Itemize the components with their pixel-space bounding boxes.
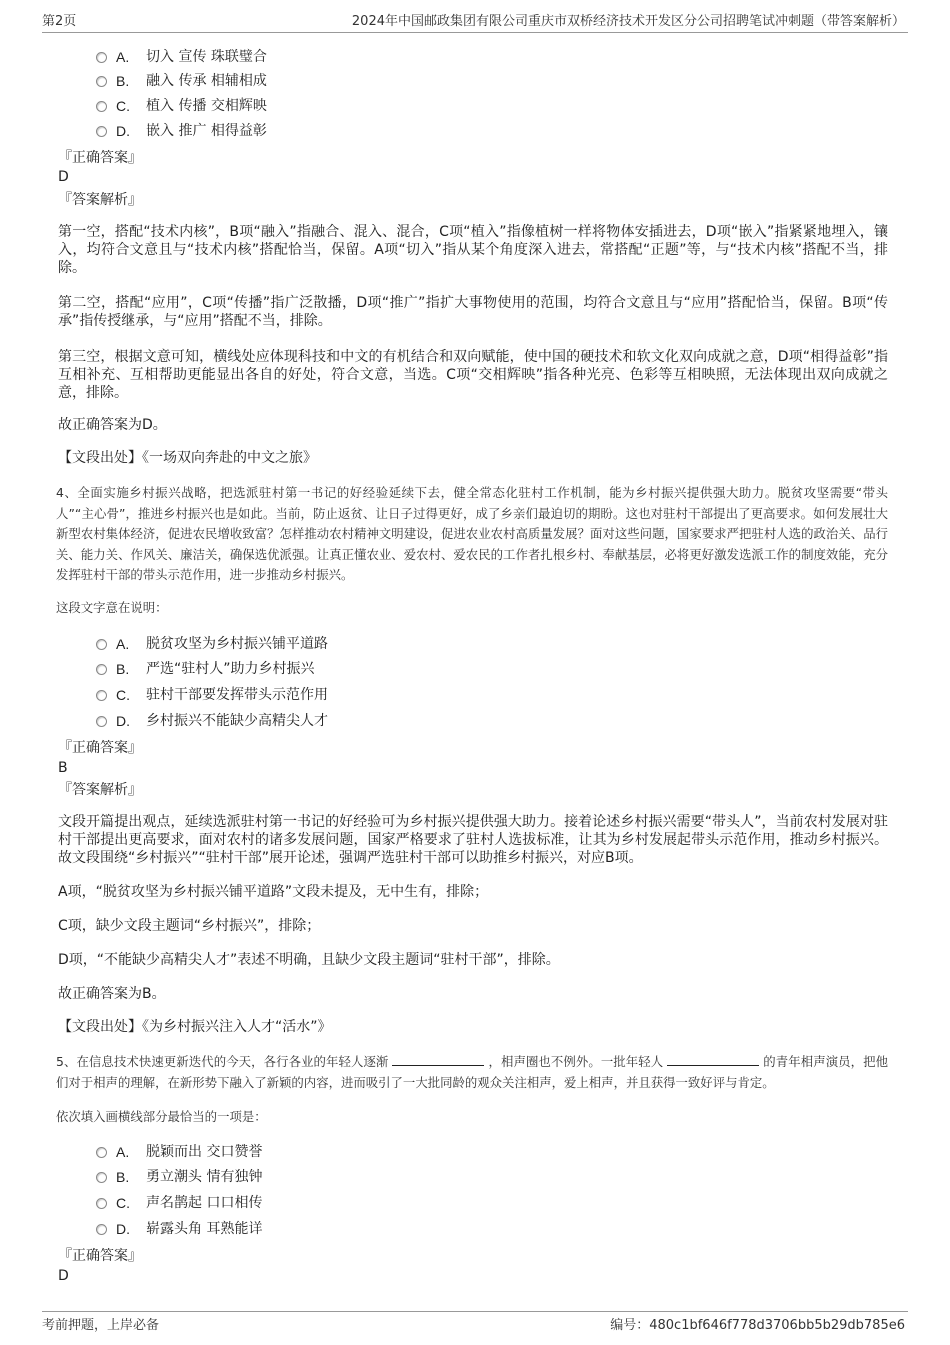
- analysis-label: 『答案解析』: [58, 192, 142, 208]
- source-citation: 【文段出处】《为乡村振兴注入人才“活水”》: [58, 1019, 332, 1035]
- footer-id: [610, 1314, 905, 1333]
- question-stem: [56, 1052, 888, 1093]
- q5-option-a[interactable]: [96, 1143, 262, 1161]
- option-letter: C.: [116, 1195, 130, 1211]
- analysis-conclusion: 故正确答案为D。: [58, 417, 167, 433]
- question-stem: 4、全面实施乡村振兴战略，把选派驻村第一书记的好经验延续下去，健全常态化驻村工作机制，能为乡村振兴提供强大助力。脱贫攻坚需要“带头人”“主心骨”，推进乡村振兴也是如此。当前，防止返贫、让日子过得更好，成了乡亲们最迫切的期盼。这也对驻村干部提出了更高要求。如何发展壮大新型农村集体经济，促进农民增收致富？怎样推动农村精神文明建设，促进农业农村高质量发展？面对这些问题，国家要求严把驻村人选的政治关、品行关、能力关、作风关、廉洁关，确保选优派强。让真正懂农业、爱农村、爱农民的工作者扎根乡村、奉献基层，必将更好激发选派工作的制度效能，充分发挥驻村干部的带头示范作用，进一步推动乡村振兴。: [56, 485, 888, 582]
- page-number: 第2页: [42, 14, 77, 29]
- option-text: 脱颖而出 交口赞誉: [146, 1144, 263, 1160]
- id-label: 编号：: [610, 1318, 650, 1333]
- radio-icon[interactable]: [96, 1198, 107, 1209]
- answer-value: D: [58, 1268, 69, 1284]
- option-letter: A.: [116, 1144, 130, 1160]
- header-divider: [42, 32, 908, 33]
- id-value: 480c1bf646f778d3706bb5b29db785e6: [649, 1318, 905, 1333]
- fill-blank: [667, 1053, 759, 1066]
- q3-option-a[interactable]: [96, 48, 267, 66]
- option-text: 融入 传承 相辅相成: [146, 73, 267, 89]
- stem-part: 的青年相声演员，把他们对于相声的理解，在新形势下融入了新颖的内容，进而吸引了一大批同龄的观众关注相声，爱上相声，并且获得一致好评与肯定。: [56, 1054, 889, 1090]
- analysis-paragraph: 第一空，搭配“技术内核”，B项“融入”指融合、混入、混合，C项“植入”指像植树一样将物体安插进去，D项“嵌入”指紧紧地埋入，镶入，均符合文意且与“技术内核”搭配恰当，保留。A项“切入”指从某个角度深入进去，常搭配“正题”等，与“技术内核”搭配不当，排除。: [58, 224, 888, 276]
- answer-label: 『正确答案』: [58, 150, 142, 166]
- radio-icon[interactable]: [96, 639, 107, 650]
- radio-icon[interactable]: [96, 664, 107, 675]
- q5-option-d[interactable]: [96, 1220, 262, 1238]
- fill-blank: [392, 1053, 484, 1066]
- stem-part: 5、在信息技术快速更新迭代的今天，各行各业的年轻人逐渐: [56, 1054, 389, 1069]
- radio-icon[interactable]: [96, 1147, 107, 1158]
- analysis-conclusion: 故正确答案为B。: [58, 986, 166, 1002]
- analysis-paragraph: D项，“不能缺少高精尖人才”表述不明确，且缺少文段主题词“驻村干部”，排除。: [58, 952, 560, 968]
- document-title: 2024年中国邮政集团有限公司重庆市双桥经济技术开发区分公司招聘笔试冲刺题（带答案解析）: [351, 14, 905, 29]
- radio-icon[interactable]: [96, 101, 107, 112]
- option-text: 崭露头角 耳熟能详: [146, 1221, 263, 1237]
- radio-icon[interactable]: [96, 76, 107, 87]
- footer-divider: [42, 1311, 908, 1312]
- footer-slogan: 考前押题，上岸必备: [42, 1318, 160, 1333]
- answer-value: D: [58, 169, 69, 185]
- radio-icon[interactable]: [96, 1224, 107, 1235]
- option-letter: D.: [116, 1221, 130, 1237]
- question-prompt: 依次填入画横线部分最恰当的一项是：: [56, 1109, 267, 1124]
- q5-option-c[interactable]: [96, 1194, 262, 1212]
- analysis-paragraph: 第三空，根据文意可知，横线处应体现科技和中文的有机结合和双向赋能，使中国的硬技术和软文化双向成就之意，D项“相得益彰”指互相补充、互相帮助更能显出各自的好处，符合文意，当选。C项“交相辉映”指各种光亮、色彩等互相映照，无法体现出双向成就之意，排除。: [58, 349, 888, 401]
- source-citation: 【文段出处】《一场双向奔赴的中文之旅》: [58, 450, 317, 466]
- radio-icon[interactable]: [96, 716, 107, 727]
- option-text: 乡村振兴不能缺少高精尖人才: [146, 713, 328, 729]
- option-letter: C.: [116, 687, 130, 703]
- answer-label: 『正确答案』: [58, 740, 142, 756]
- answer-value: B: [58, 760, 68, 776]
- q4-option-a[interactable]: [96, 635, 328, 653]
- option-text: 严选“驻村人”助力乡村振兴: [146, 661, 315, 677]
- q3-option-d[interactable]: [96, 122, 267, 140]
- option-text: 勇立潮头 情有独钟: [146, 1169, 263, 1185]
- question-prompt: 这段文字意在说明：: [56, 600, 168, 615]
- option-text: 切入 宣传 珠联璧合: [146, 49, 267, 65]
- option-text: 脱贫攻坚为乡村振兴铺平道路: [146, 636, 328, 652]
- option-letter: B.: [116, 73, 130, 89]
- option-letter: B.: [116, 661, 130, 677]
- option-letter: B.: [116, 1169, 130, 1185]
- analysis-paragraph: A项，“脱贫攻坚为乡村振兴铺平道路”文段未提及，无中生有，排除；: [58, 884, 489, 900]
- radio-icon[interactable]: [96, 52, 107, 63]
- q5-option-b[interactable]: [96, 1168, 262, 1186]
- option-text: 声名鹊起 口口相传: [146, 1195, 263, 1211]
- radio-icon[interactable]: [96, 126, 107, 137]
- option-letter: A.: [116, 636, 130, 652]
- option-text: 植入 传播 交相辉映: [146, 98, 267, 114]
- option-text: 驻村干部要发挥带头示范作用: [146, 687, 328, 703]
- option-letter: C.: [116, 98, 130, 114]
- q4-option-d[interactable]: [96, 712, 328, 730]
- option-text: 嵌入 推广 相得益彰: [146, 123, 267, 139]
- q3-option-c[interactable]: [96, 97, 267, 115]
- q3-option-b[interactable]: [96, 72, 267, 90]
- stem-part: ，相声圈也不例外。一批年轻人: [488, 1054, 664, 1069]
- analysis-paragraph: 第二空，搭配“应用”，C项“传播”指广泛散播，D项“推广”指扩大事物使用的范围，均符合文意且与“应用”搭配恰当，保留。B项“传承”指传授继承，与“应用”搭配不当，排除。: [58, 295, 888, 329]
- option-letter: A.: [116, 49, 130, 65]
- answer-label: 『正确答案』: [58, 1248, 142, 1264]
- option-letter: D.: [116, 123, 130, 139]
- q4-option-c[interactable]: [96, 686, 328, 704]
- radio-icon[interactable]: [96, 1172, 107, 1183]
- analysis-paragraph: C项，缺少文段主题词“乡村振兴”，排除；: [58, 918, 321, 934]
- analysis-paragraph: 文段开篇提出观点，延续选派驻村第一书记的好经验可为乡村振兴提供强大助力。接着论述乡村振兴需要“带头人”，当前农村发展对驻村干部提出更高要求，面对农村的诸多发展问题，国家严格要求了驻村人选拔标准，让其为乡村发展起带头示范作用，推动乡村振兴。故文段围绕“乡村振兴”“驻村干部”展开论述，强调严选驻村干部可以助推乡村振兴，对应B项。: [58, 814, 888, 866]
- radio-icon[interactable]: [96, 690, 107, 701]
- analysis-label: 『答案解析』: [58, 782, 142, 798]
- option-letter: D.: [116, 713, 130, 729]
- q4-option-b[interactable]: [96, 660, 315, 678]
